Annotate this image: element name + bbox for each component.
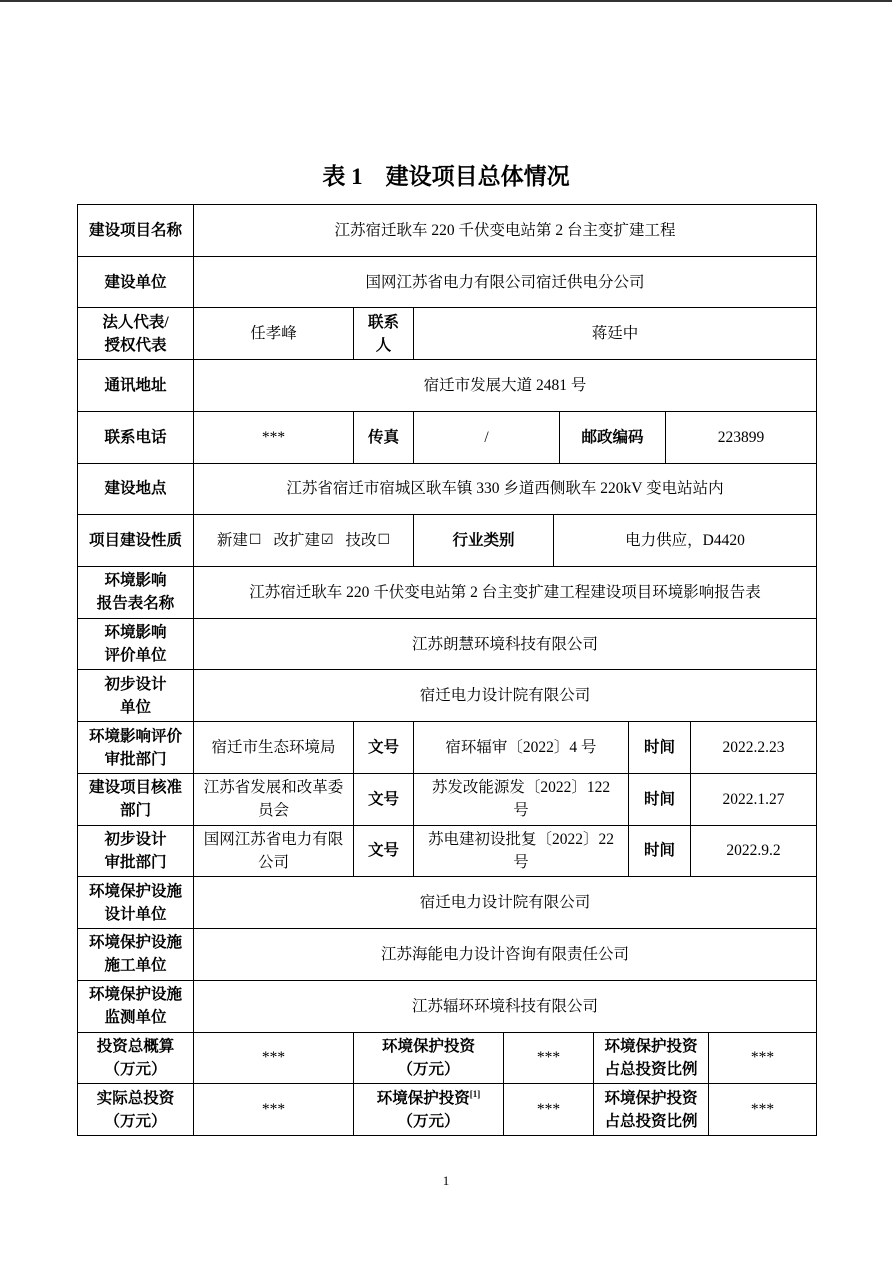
site-label: 建设地点 (78, 464, 194, 516)
doc-number-label: 文号 (354, 774, 414, 826)
postcode-value: 223899 (666, 412, 817, 464)
phone-label: 联系电话 (78, 412, 194, 464)
eia-unit-value: 江苏朗慧环境科技有限公司 (194, 619, 817, 671)
checkbox-unchecked-icon: ☐ (248, 532, 262, 549)
env-investment-value: *** (504, 1084, 594, 1136)
industry-label: 行业类别 (414, 515, 554, 567)
actual-investment-label: 实际总投资 （万元） (78, 1084, 194, 1136)
contact-label: 联系 人 (354, 308, 414, 360)
checkbox-unchecked-icon: ☐ (377, 532, 391, 549)
env-investment-label-main: 环境保护投资 (381, 1037, 475, 1055)
builder-label: 建设单位 (78, 257, 194, 309)
approval-time-value: 2022.2.23 (691, 722, 817, 774)
approval-time-value: 2022.1.27 (691, 774, 817, 826)
address-value: 宿迁市发展大道 2481 号 (194, 360, 817, 412)
option-label: 技改 (345, 532, 377, 550)
option-expansion (273, 529, 333, 552)
doc-number-value: 苏电建初设批复〔2022〕22 号 (414, 826, 629, 878)
env-monitoring-unit-value: 江苏辐环环境科技有限公司 (194, 981, 817, 1033)
env-investment-ratio-value: *** (709, 1033, 817, 1085)
checkbox-checked-icon: ☑ (320, 532, 334, 549)
env-design-unit-value: 宿迁电力设计院有限公司 (194, 877, 817, 929)
env-investment-label (354, 1033, 504, 1085)
page-number: 1 (442, 1173, 450, 1188)
construction-nature-label: 项目建设性质 (78, 515, 194, 567)
approval-time-value: 2022.9.2 (691, 826, 817, 878)
approval-dept-value: 国网江苏省电力有限 公司 (194, 826, 354, 878)
project-overview-table (77, 204, 817, 1136)
approval-dept-value: 江苏省发展和改革委 员会 (194, 774, 354, 826)
env-construction-unit-label: 环境保护设施 施工单位 (78, 929, 194, 981)
fax-label: 传真 (354, 412, 414, 464)
approval-dept-label: 环境影响评价 审批部门 (78, 722, 194, 774)
env-investment-ratio-label: 环境保护投资 占总投资比例 (594, 1084, 709, 1136)
env-design-unit-label: 环境保护设施 设计单位 (78, 877, 194, 929)
eia-report-label: 环境影响 报告表名称 (78, 567, 194, 619)
env-investment-label (354, 1084, 504, 1136)
address-label: 通讯地址 (78, 360, 194, 412)
doc-number-label: 文号 (354, 722, 414, 774)
env-investment-value: *** (504, 1033, 594, 1085)
option-label: 改扩建 (273, 532, 320, 550)
phone-value: *** (194, 412, 354, 464)
approval-dept-label: 建设项目核准 部门 (78, 774, 194, 826)
env-investment-label-line (377, 1087, 481, 1110)
footnote-marker: [1] (469, 1088, 481, 1099)
approval-time-label: 时间 (629, 826, 691, 878)
doc-number-value: 苏发改能源发〔2022〕122 号 (414, 774, 629, 826)
industry-value: 电力供应，D4420 (554, 515, 817, 567)
option-renovation (346, 529, 391, 552)
project-name-value: 江苏宿迁耿车 220 千伏变电站第 2 台主变扩建工程 (194, 205, 817, 257)
approval-time-label: 时间 (629, 722, 691, 774)
fax-value: / (414, 412, 560, 464)
doc-number-value: 宿环辐审〔2022〕4 号 (414, 722, 629, 774)
contact-value: 蒋廷中 (414, 308, 817, 360)
legal-rep-value: 任孝峰 (194, 308, 354, 360)
env-investment-label-text (377, 1087, 481, 1133)
total-budget-value: *** (194, 1033, 354, 1085)
approval-dept-label: 初步设计 审批部门 (78, 826, 194, 878)
prelim-design-unit-label: 初步设计 单位 (78, 670, 194, 722)
eia-unit-label: 环境影响 评价单位 (78, 619, 194, 671)
eia-report-value: 江苏宿迁耿车 220 千伏变电站第 2 台主变扩建工程建设项目环境影响报告表 (194, 567, 817, 619)
env-construction-unit-value: 江苏海能电力设计咨询有限责任公司 (194, 929, 817, 981)
env-investment-label-unit: （万元） (397, 1060, 460, 1078)
legal-rep-label: 法人代表/ 授权代表 (78, 308, 194, 360)
actual-investment-value: *** (194, 1084, 354, 1136)
env-investment-label-unit: （万元） (397, 1112, 460, 1130)
approval-time-label: 时间 (629, 774, 691, 826)
env-monitoring-unit-label: 环境保护设施 监测单位 (78, 981, 194, 1033)
builder-value: 国网江苏省电力有限公司宿迁供电分公司 (194, 257, 817, 309)
doc-number-label: 文号 (354, 826, 414, 878)
env-investment-ratio-label: 环境保护投资 占总投资比例 (594, 1033, 709, 1085)
option-new (217, 529, 262, 552)
prelim-design-unit-value: 宿迁电力设计院有限公司 (194, 670, 817, 722)
project-name-label: 建设项目名称 (78, 205, 194, 257)
postcode-label: 邮政编码 (560, 412, 666, 464)
env-investment-label-main: 环境保护投资 (376, 1089, 470, 1107)
option-label: 新建 (216, 532, 248, 550)
env-investment-label-text (382, 1035, 475, 1081)
approval-dept-value: 宿迁市生态环境局 (194, 722, 354, 774)
page-top-border (0, 0, 892, 2)
env-investment-ratio-value: *** (709, 1084, 817, 1136)
site-value: 江苏省宿迁市宿城区耿车镇 330 乡道西侧耿车 220kV 变电站站内 (194, 464, 817, 516)
table-title: 表 1 建设项目总体情况 (322, 164, 570, 189)
construction-nature-options (194, 515, 414, 567)
total-budget-label: 投资总概算 （万元） (78, 1033, 194, 1085)
